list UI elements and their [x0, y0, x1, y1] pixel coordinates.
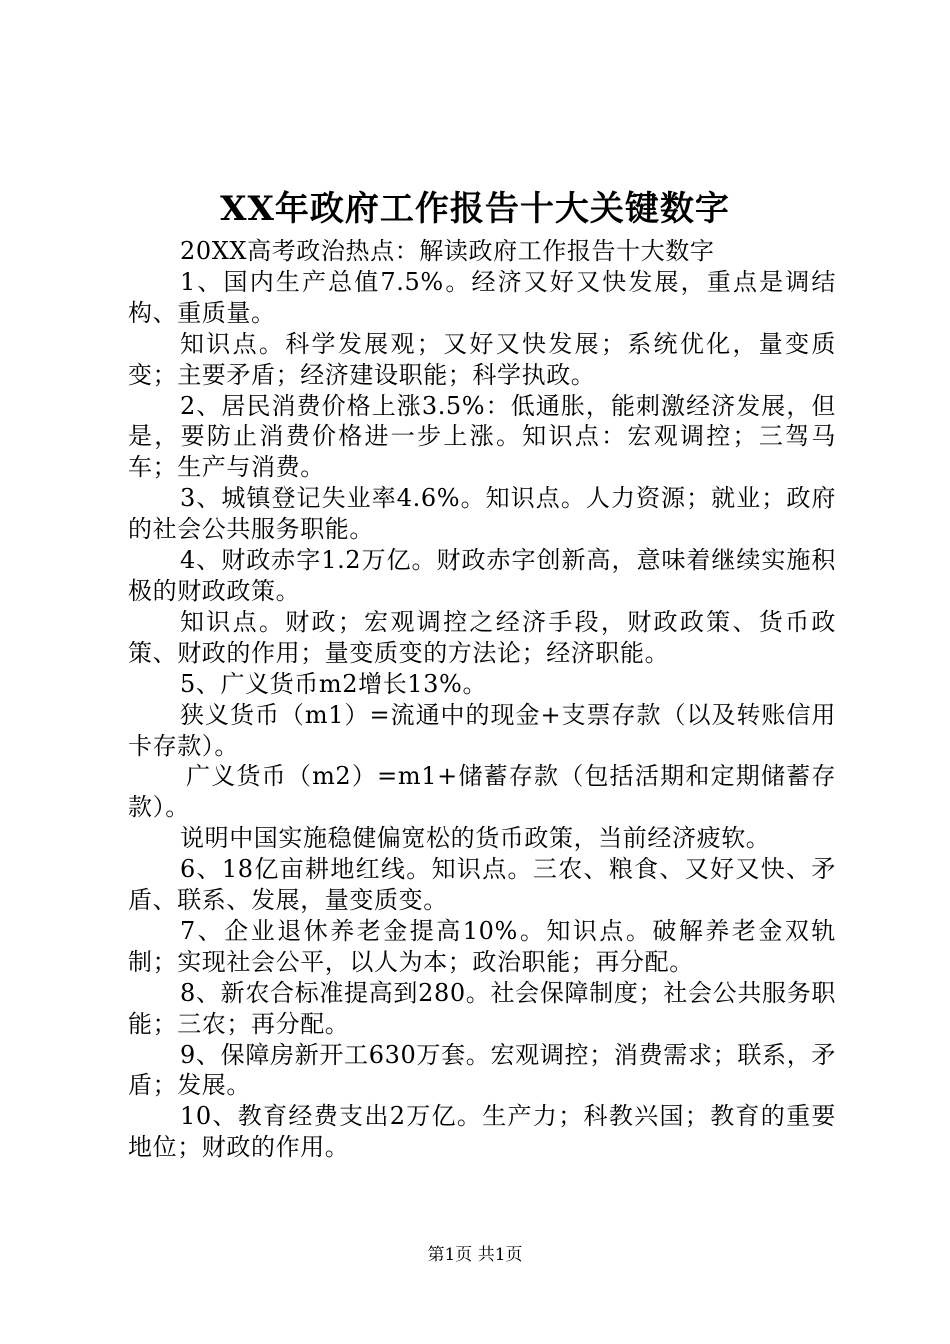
- paragraph-item-1: 1、国内生产总值7.5%。经济又好又快发展，重点是调结构、重质量。: [128, 267, 836, 327]
- paragraph-item-9: 9、保障房新开工630万套。宏观调控；消费需求；联系，矛盾；发展。: [128, 1040, 836, 1100]
- paragraph-item-10: 10、教育经费支出2万亿。生产力；科教兴国；教育的重要地位；财政的作用。: [128, 1102, 836, 1162]
- paragraph-item-6: 6、18亿亩耕地红线。知识点。三农、粮食、又好又快、矛盾、联系、发展，量变质变。: [128, 855, 836, 915]
- paragraph-subtitle: 20XX高考政治热点：解读政府工作报告十大数字: [180, 237, 715, 265]
- document-body: [128, 236, 836, 1163]
- paragraph-knowledge-1: 知识点。科学发展观；又好又快发展；系统优化，量变质变；主要矛盾；经济建设职能；科学执政。: [128, 329, 836, 389]
- document-title: XX年政府工作报告十大关键数字: [220, 189, 730, 229]
- paragraph-item-8: 8、新农合标准提高到280。社会保障制度；社会公共服务职能；三农；再分配。: [128, 978, 836, 1038]
- paragraph-item-4: 4、财政赤字1.2万亿。财政赤字创新高，意味着继续实施积极的财政政策。: [128, 546, 836, 605]
- page-footer: 第1页 共1页: [427, 1245, 523, 1265]
- paragraph-monetary-note: 说明中国实施稳健偏宽松的货币政策，当前经济疲软。: [180, 824, 771, 853]
- paragraph-m1-definition: 狭义货币（m1）=流通中的现金+支票存款（以及转账信用卡存款）。: [128, 700, 836, 760]
- paragraph-item-3: 3、城镇登记失业率4.6%。知识点。人力资源；就业；政府的社会公共服务职能。: [128, 484, 836, 544]
- paragraph-item-2: 2、居民消费价格上涨3.5%：低通胀，能刺激经济发展，但是，要防止消费价格进一步上涨。知识点：宏观调控；三驾马车；生产与消费。: [128, 391, 836, 482]
- paragraph-item-5: 5、广义货币m2增长13%。: [180, 669, 488, 698]
- paragraph-knowledge-4: 知识点。财政；宏观调控之经济手段，财政政策、货币政策、财政的作用；量变质变的方法论；经济职能。: [128, 607, 836, 667]
- paragraph-m2-definition: 广义货币（m2）=m1+储蓄存款（包括活期和定期储蓄存款）。: [128, 762, 836, 822]
- paragraph-item-7: 7、企业退休养老金提高10%。知识点。破解养老金双轨制；实现社会公平，以人为本；政治职能；再分配。: [128, 916, 836, 976]
